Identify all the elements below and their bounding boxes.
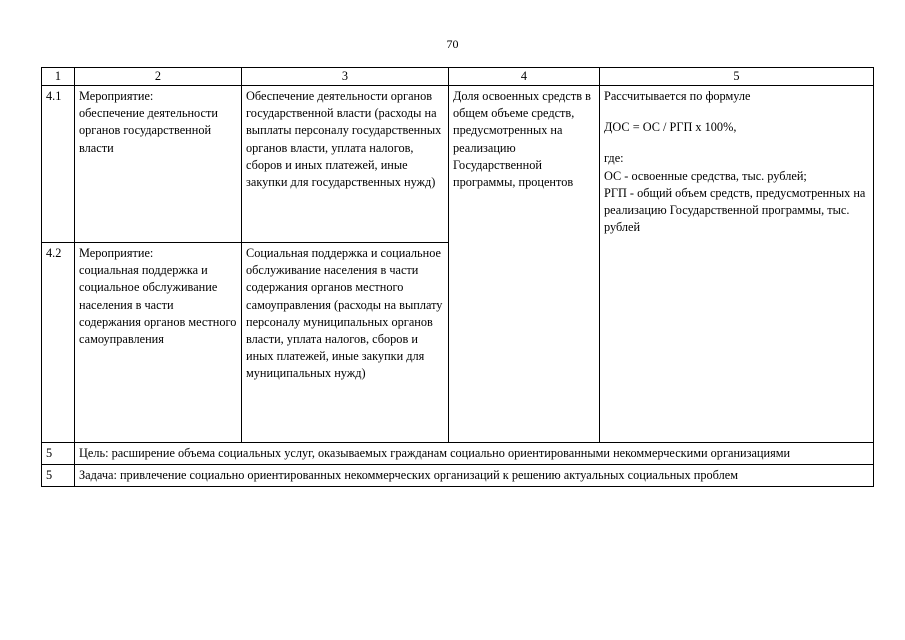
method-os: ОС - освоенные средства, тыс. рублей; bbox=[604, 168, 807, 183]
indicator-name: Доля освоенных средств в общем объеме средств, предусмотренных на реализацию Государственной программы, процентов bbox=[449, 86, 600, 443]
measure-description: Социальная поддержка и социальное обслуживание населения в части содержания органов местного самоуправления (расходы на выплату персоналу муниципальных органов власти, уплата налогов, сборов и иных платежей, иные закупки для муниципальных нужд) bbox=[242, 243, 449, 443]
measure-name: Мероприятие: социальная поддержка и социальное обслуживание населения в части содержания органов местного самоуправления bbox=[75, 243, 242, 443]
goal-row bbox=[42, 443, 874, 465]
header-cell: 3 bbox=[242, 68, 449, 86]
table-header-row bbox=[42, 68, 874, 86]
task-text: Задача: привлечение социально ориентированных некоммерческих организаций к решению актуальных социальных проблем bbox=[75, 465, 874, 487]
measure-name: Мероприятие: обеспечение деятельности органов государственной власти bbox=[75, 86, 242, 243]
header-cell: 4 bbox=[449, 68, 600, 86]
task-number: 5 bbox=[42, 465, 75, 487]
header-cell: 1 bbox=[42, 68, 75, 86]
goal-number: 5 bbox=[42, 443, 75, 465]
method-where: где: bbox=[604, 151, 624, 166]
row-number: 4.1 bbox=[42, 86, 75, 243]
program-table bbox=[41, 67, 874, 487]
header-cell: 5 bbox=[600, 68, 874, 86]
method-intro: Рассчитывается по формуле bbox=[604, 89, 751, 103]
row-number: 4.2 bbox=[42, 243, 75, 443]
task-row bbox=[42, 465, 874, 487]
calculation-method bbox=[600, 86, 874, 443]
header-cell: 2 bbox=[75, 68, 242, 86]
method-formula: ДОС = ОС / РГП х 100%, bbox=[604, 120, 737, 135]
goal-text: Цель: расширение объема социальных услуг, оказываемых гражданам социально ориентированными некоммерческими организациями bbox=[75, 443, 874, 465]
measure-description: Обеспечение деятельности органов государственной власти (расходы на выплаты персоналу государственных органов власти, уплата налогов, сборов и иных платежей, иные закупки для государственных нужд) bbox=[242, 86, 449, 243]
table-row bbox=[42, 86, 874, 243]
page-number: 70 bbox=[446, 37, 459, 51]
method-rgp: РГП - общий объем средств, предусмотренных на реализацию Государственной программы, тыс. рублей bbox=[604, 185, 866, 235]
